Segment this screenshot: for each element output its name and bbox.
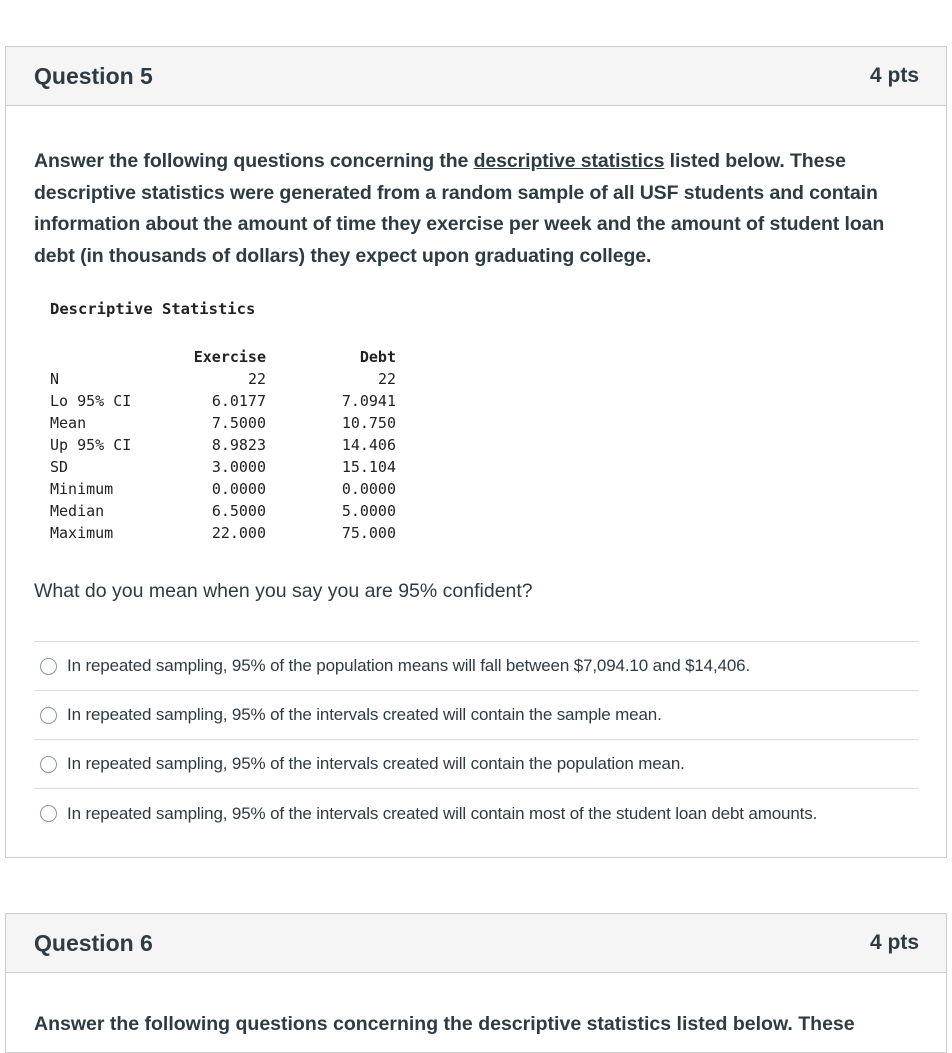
stats-debt-value: 5.0000 xyxy=(341,502,396,520)
radio-button[interactable] xyxy=(40,805,57,822)
question-5-prompt: What do you mean when you say you are 95% confident? xyxy=(34,580,533,602)
question-5-card xyxy=(5,46,947,858)
stats-row xyxy=(50,522,396,544)
stats-label: Maximum xyxy=(50,524,114,542)
question-6-card xyxy=(5,913,947,1053)
stats-debt-value: 22 xyxy=(377,370,396,388)
descriptive-statistics-output xyxy=(50,300,919,544)
stats-exercise-value: 0.0000 xyxy=(211,480,266,498)
stats-exercise-value: 22 xyxy=(247,370,266,388)
stats-exercise-value: 3.0000 xyxy=(211,458,266,476)
stats-debt-value: 10.750 xyxy=(341,414,396,432)
stats-label: Minimum xyxy=(50,480,114,498)
stats-row xyxy=(50,500,396,522)
stats-exercise-value: 6.5000 xyxy=(211,502,266,520)
intro-text-before: Answer the following questions concerning the xyxy=(34,150,474,172)
stats-exercise-value: 6.0177 xyxy=(211,392,266,410)
stats-exercise-value: 22.000 xyxy=(211,524,266,542)
stats-header-debt: Debt xyxy=(359,348,396,366)
stats-label: Mean xyxy=(50,414,87,432)
stats-header-exercise: Exercise xyxy=(193,348,266,366)
answer-option[interactable] xyxy=(34,642,919,691)
answer-option-text[interactable]: In repeated sampling, 95% of the population means will fall between $7,094.10 and $14,406. xyxy=(67,656,751,675)
answer-option-text[interactable]: In repeated sampling, 95% of the intervals created will contain the sample mean. xyxy=(67,705,662,724)
stats-row xyxy=(50,368,396,390)
stats-row xyxy=(50,456,396,478)
stats-debt-value: 0.0000 xyxy=(341,480,396,498)
answer-option[interactable] xyxy=(34,740,919,789)
stats-label: Lo 95% CI xyxy=(50,392,132,410)
question-5-body xyxy=(6,106,946,838)
radio-button[interactable] xyxy=(40,658,57,675)
stats-debt-value: 14.406 xyxy=(341,436,396,454)
question-6-title: Question 6 xyxy=(34,929,153,956)
answer-list xyxy=(34,641,919,838)
stats-exercise-value: 7.5000 xyxy=(211,414,266,432)
stats-debt-value: 15.104 xyxy=(341,458,396,476)
stats-label: N xyxy=(50,370,60,388)
answer-option[interactable] xyxy=(34,789,919,838)
stats-row xyxy=(50,390,396,412)
stats-exercise-value: 8.9823 xyxy=(211,436,266,454)
answer-option-text[interactable]: In repeated sampling, 95% of the intervals created will contain most of the student loan debt amounts. xyxy=(67,803,818,823)
stats-row xyxy=(50,478,396,500)
stats-header-blank xyxy=(50,346,180,368)
stats-header-row xyxy=(50,346,396,368)
stats-title: Descriptive Statistics xyxy=(50,300,256,318)
answer-option-text[interactable]: In repeated sampling, 95% of the intervals created will contain the population mean. xyxy=(67,754,685,773)
question-5-title: Question 5 xyxy=(34,62,153,89)
stats-debt-value: 7.0941 xyxy=(341,392,396,410)
question-6-intro: Answer the following questions concerning the descriptive statistics listed below. These xyxy=(34,1013,855,1035)
descriptive-statistics-link[interactable]: descriptive statistics xyxy=(473,150,665,172)
stats-row xyxy=(50,412,396,434)
stats-table xyxy=(50,346,396,544)
question-6-points: 4 pts xyxy=(869,931,919,954)
radio-button[interactable] xyxy=(40,756,57,773)
question-6-header xyxy=(6,914,946,973)
stats-row xyxy=(50,434,396,456)
radio-button[interactable] xyxy=(40,707,57,724)
stats-label: Median xyxy=(50,502,105,520)
intro-text-after: listed below. These descriptive statistics were generated from a random sample of all USF students and contain information about the amount of time they exercise per week and the amount of student loan debt (in thousands of dollars) they expect upon graduating college. xyxy=(34,150,885,267)
question-5-header xyxy=(6,47,946,106)
stats-label: Up 95% CI xyxy=(50,436,132,454)
question-5-points: 4 pts xyxy=(869,64,919,87)
stats-label: SD xyxy=(50,458,69,476)
stats-debt-value: 75.000 xyxy=(341,524,396,542)
question-5-intro xyxy=(34,146,919,272)
answer-option[interactable] xyxy=(34,691,919,740)
